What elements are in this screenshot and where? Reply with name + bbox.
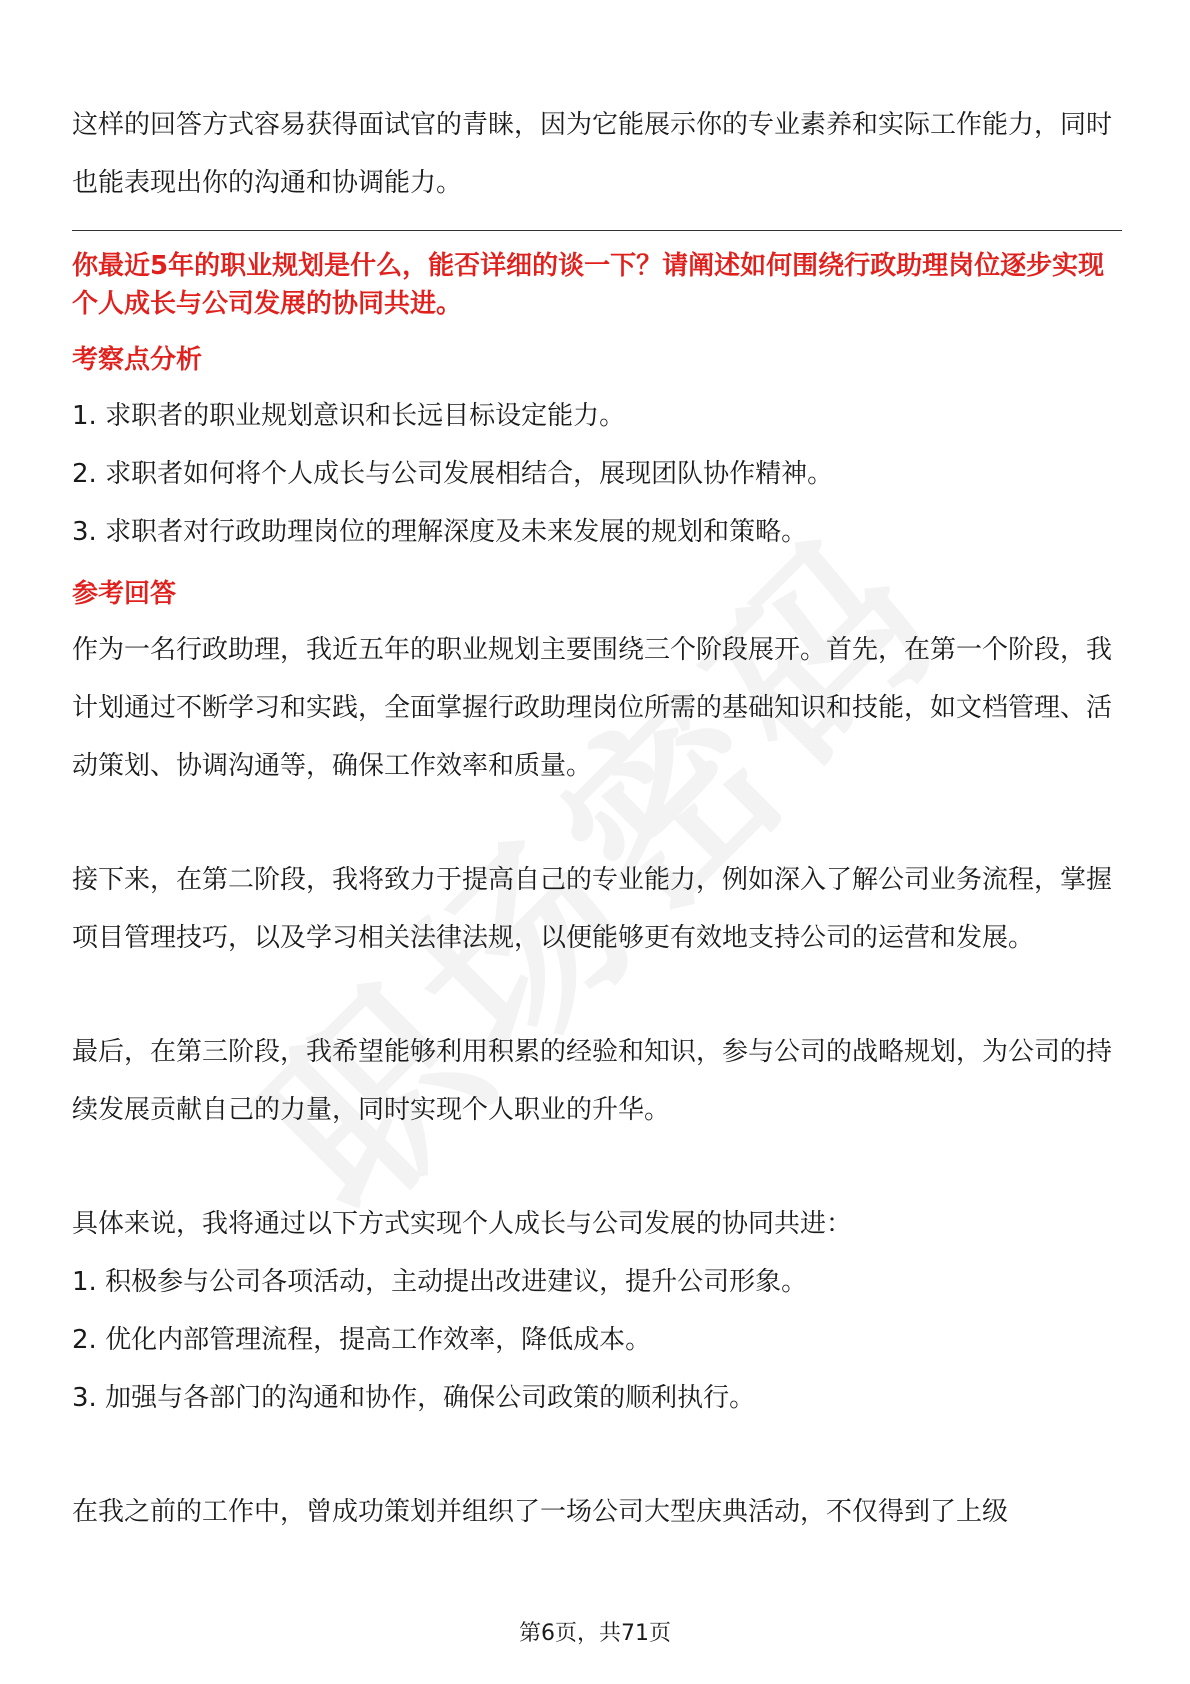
question-heading: 你最近5年的职业规划是什么，能否详细的谈一下？请阐述如何围绕行政助理岗位逐步实现个人成长与公司发展的协同共进。 [72,251,1105,319]
closing-paragraph: 在我之前的工作中，曾成功策划并组织了一场公司大型庆典活动，不仅得到了上级 [72,1497,1009,1527]
spacer [72,795,1122,851]
answer-paragraph: 具体来说，我将通过以下方式实现个人成长与公司发展的协同共进： [72,1209,853,1239]
answer-paragraph: 最后，在第三阶段，我希望能够利用积累的经验和知识，参与公司的战略规划，为公司的持续发展贡献自己的力量，同时实现个人职业的升华。 [72,1037,1113,1125]
spacer [72,1427,1122,1483]
intro-paragraph: 这样的回答方式容易获得面试官的青睐，因为它能展示你的专业素养和实际工作能力，同时也能表现出你的沟通和协调能力。 [72,110,1113,198]
answer-list-item: 3. 加强与各部门的沟通和协作，确保公司政策的顺利执行。 [72,1383,756,1413]
analysis-heading: 考察点分析 [72,345,203,375]
divider [72,230,1122,231]
answer-list-item: 2. 优化内部管理流程，提高工作效率，降低成本。 [72,1325,652,1355]
answer-heading: 参考回答 [72,579,177,609]
document-body [72,96,1122,1541]
analysis-item: 1. 求职者的职业规划意识和长远目标设定能力。 [72,401,626,431]
analysis-item: 3. 求职者对行政助理岗位的理解深度及未来发展的规划和策略。 [72,517,808,547]
spacer [72,967,1122,1023]
answer-paragraph: 接下来，在第二阶段，我将致力于提高自己的专业能力，例如深入了解公司业务流程，掌握项目管理技巧，以及学习相关法律法规，以便能够更有效地支持公司的运营和发展。 [72,865,1113,953]
analysis-item: 2. 求职者如何将个人成长与公司发展相结合，展现团队协作精神。 [72,459,834,489]
page-number: 第6页，共71页 [519,1621,671,1646]
answer-paragraph: 作为一名行政助理，我近五年的职业规划主要围绕三个阶段展开。首先，在第一个阶段，我计划通过不断学习和实践，全面掌握行政助理岗位所需的基础知识和技能，如文档管理、活动策划、协调沟通等，确保工作效率和质量。 [72,635,1113,781]
spacer [72,1139,1122,1195]
answer-list-item: 1. 积极参与公司各项活动，主动提出改进建议，提升公司形象。 [72,1267,808,1297]
